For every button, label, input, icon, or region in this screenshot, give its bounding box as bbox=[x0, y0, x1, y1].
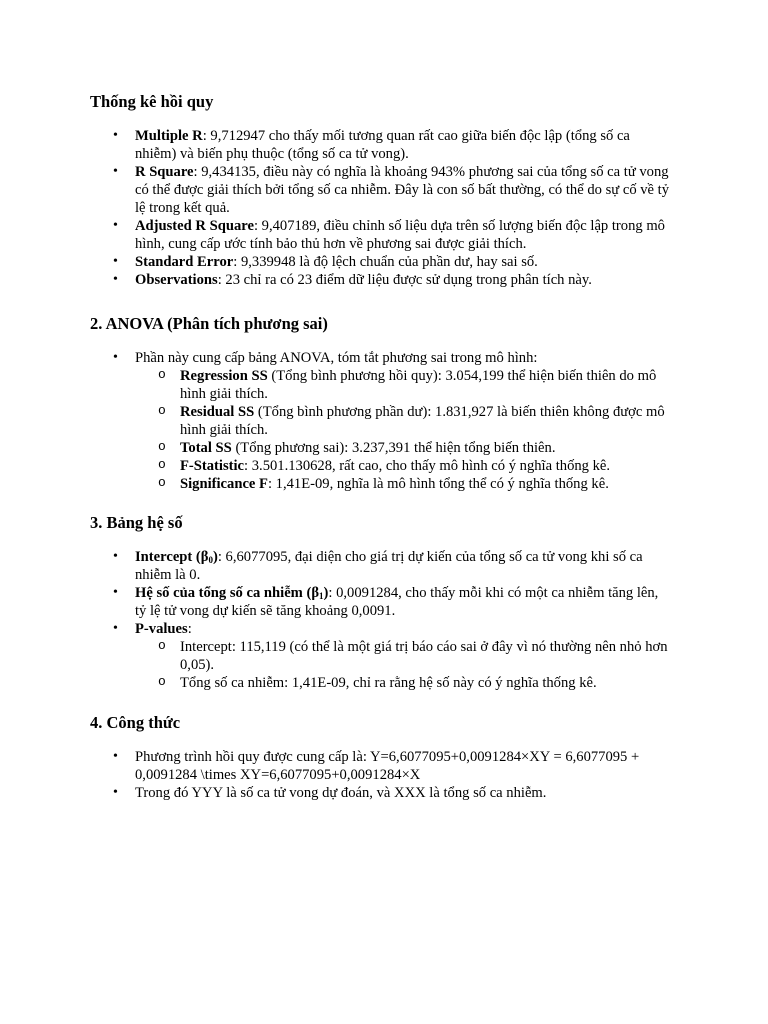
term-text: Hệ số của tổng số ca nhiễm (β bbox=[135, 585, 320, 601]
list-item bbox=[135, 253, 672, 271]
term-f-statistic: F-Statistic bbox=[180, 458, 245, 474]
formula-list bbox=[90, 748, 672, 802]
item-text: : bbox=[187, 621, 192, 637]
list-item bbox=[135, 349, 672, 493]
item-text: (Tổng phương sai): 3.237,391 thể hiện tổng biến thiên. bbox=[231, 440, 556, 456]
anova-list bbox=[90, 349, 672, 493]
item-text: (Tổng bình phương hồi quy): 3.054,199 thể hiện biến thiên do mô hình giải thích. bbox=[180, 368, 657, 402]
item-text: : 3.501.130628, rất cao, cho thấy mô hình có ý nghĩa thống kê. bbox=[244, 458, 611, 474]
pvalues-sublist bbox=[135, 638, 672, 692]
sublist-item: o Tổng số ca nhiễm: 1,41E-09, chỉ ra rằng hệ số này có ý nghĩa thống kê. bbox=[180, 674, 672, 692]
item-text: : 9,434135, điều này có nghĩa là khoảng 943% phương sai của tổng số ca tử vong có thể được giải thích bởi tổng số ca nhiễm. Đây là con số bất thường, có thể do sự cố về tỷ lệ trong kết quả. bbox=[135, 164, 670, 216]
term-observations: Observations bbox=[135, 272, 218, 288]
term-total-ss: Total SS bbox=[180, 440, 232, 456]
section-title-formula: 4. Công thức bbox=[90, 713, 181, 732]
anova-intro: Phần này cung cấp bảng ANOVA, tóm tắt phương sai trong mô hình: bbox=[135, 350, 538, 366]
term-r-square: R Square bbox=[135, 164, 194, 180]
list-item bbox=[135, 584, 672, 620]
term-multiple-r: Multiple R bbox=[135, 128, 203, 144]
section-title-anova: 2. ANOVA (Phân tích phương sai) bbox=[90, 314, 328, 333]
item-text: : 9,339948 là độ lệch chuẩn của phần dư, hay sai số. bbox=[233, 254, 538, 270]
term-residual-ss: Residual SS bbox=[180, 404, 255, 420]
term-regression-ss: Regression SS bbox=[180, 368, 268, 384]
list-item: • Trong đó YYY là số ca tử vong dự đoán, và XXX là tổng số ca nhiễm. bbox=[135, 784, 672, 802]
sublist-item bbox=[180, 439, 672, 457]
item-text: : 0,0091284, cho thấy mỗi khi có một ca nhiễm tăng lên, tỷ lệ tử vong dự kiến sẽ tăng khoảng 0,0091. bbox=[135, 585, 659, 619]
term-infection-coefficient bbox=[135, 585, 328, 601]
list-item bbox=[135, 127, 672, 163]
sublist-item bbox=[180, 475, 672, 493]
sublist-item: o Intercept: 115,119 (có thể là một giá trị báo cáo sai ở đây vì nó thường nên nhỏ hơn 0,05). bbox=[180, 638, 672, 674]
item-text: : 23 chỉ ra có 23 điểm dữ liệu được sử dụng trong phân tích này. bbox=[217, 272, 592, 288]
sublist-item bbox=[180, 367, 672, 403]
list-item bbox=[135, 620, 672, 692]
list-item bbox=[135, 548, 672, 584]
coefficients-list bbox=[90, 548, 672, 692]
section-title-regression-stats: Thống kê hồi quy bbox=[90, 92, 214, 111]
list-item bbox=[135, 163, 672, 217]
term-end: ) bbox=[212, 549, 218, 565]
list-item bbox=[135, 217, 672, 253]
term-p-values: P-values bbox=[135, 621, 188, 637]
term-subscript: 0 bbox=[208, 555, 213, 565]
item-text: : 9,712947 cho thấy mối tương quan rất cao giữa biến độc lập (tổng số ca nhiễm) và biến phụ thuộc (tổng số ca tử vong). bbox=[135, 128, 630, 162]
regression-stats-list bbox=[90, 127, 672, 289]
item-text: : 1,41E-09, nghĩa là mô hình tổng thể có ý nghĩa thống kê. bbox=[267, 476, 609, 492]
term-text: Intercept (β bbox=[135, 549, 209, 565]
sublist-item bbox=[180, 457, 672, 475]
item-text: : 9,407189, điều chỉnh số liệu dựa trên số lượng biến độc lập trong mô hình, cung cấp ước tính bảo thủ hơn về phương sai được giải thích. bbox=[135, 218, 665, 252]
term-subscript: 1 bbox=[319, 591, 324, 601]
term-significance-f: Significance F bbox=[180, 476, 268, 492]
list-item bbox=[135, 271, 672, 289]
term-intercept bbox=[135, 549, 218, 565]
section-title-coefficients: 3. Bảng hệ số bbox=[90, 513, 183, 532]
term-standard-error: Standard Error bbox=[135, 254, 234, 270]
sublist-item bbox=[180, 403, 672, 439]
anova-sublist bbox=[135, 367, 672, 493]
term-end: ) bbox=[323, 585, 329, 601]
item-text: (Tổng bình phương phần dư): 1.831,927 là biến thiên không được mô hình giải thích. bbox=[180, 404, 665, 438]
list-item: • Phương trình hồi quy được cung cấp là: Y=6,6077095+0,0091284×XY = 6,6077095 + 0,0091284 \times XY=6,6077095+0,0091284×X bbox=[135, 748, 672, 784]
item-text: : 6,6077095, đại diện cho giá trị dự kiến của tổng số ca tử vong khi số ca nhiễm là 0. bbox=[135, 549, 643, 583]
term-adjusted-r-square: Adjusted R Square bbox=[135, 218, 254, 234]
